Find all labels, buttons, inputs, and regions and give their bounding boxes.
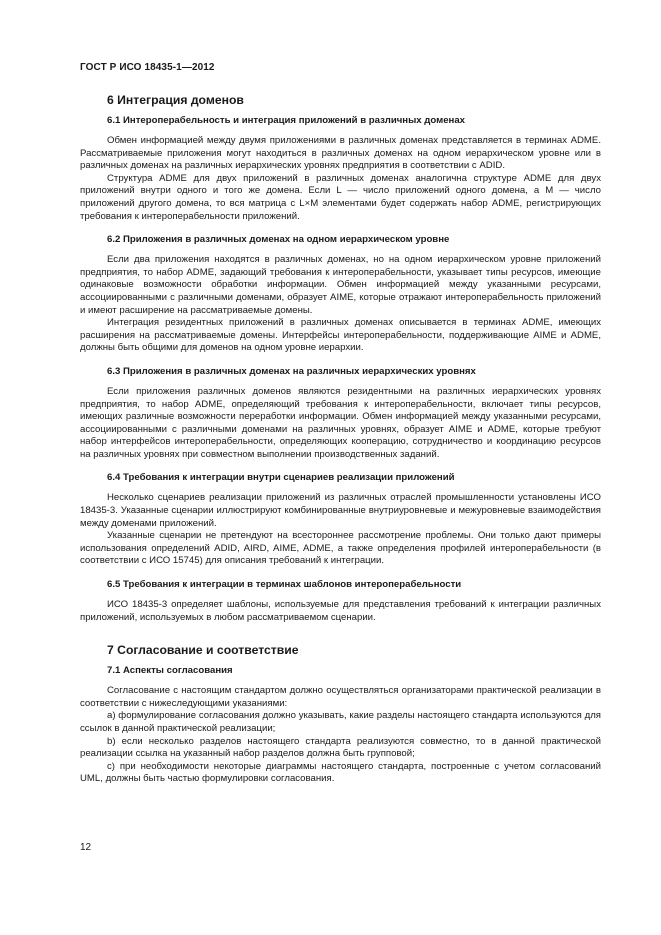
subsection-heading: 6.5 Требования к интеграции в терминах шаблонов интероперабельности	[107, 579, 462, 591]
section-heading: 6 Интеграция доменов	[107, 93, 244, 107]
paragraph: Указанные сценарии не претендуют на всестороннее рассмотрение проблемы. Они только дают примеры использования определений ADID, AIRD, AIME, ADME, а также определения профилей интероперабельности (в соответствии с ИСО 15745) для описания требований к интеграции.	[80, 530, 601, 567]
subsection-heading: 7.1 Аспекты согласования	[107, 665, 233, 677]
paragraph: Несколько сценариев реализации приложений из различных отраслей промышленности установлены ИСО 18435-3. Указанные сценарии иллюстрируют комбинированные внутриуровневые и межуровневые взаимодействия между доменами приложений.	[80, 492, 601, 529]
subsection-heading: 6.2 Приложения в различных доменах на одном иерархическом уровне	[107, 234, 450, 246]
subsection-heading: 6.1 Интероперабельность и интеграция приложений в различных доменах	[107, 115, 466, 126]
list-item: а) формулирование согласования должно указывать, какие разделы настоящего стандарта используются для ссылок в данной практической реализации;	[80, 710, 601, 734]
page-body	[80, 92, 601, 786]
subsection-heading: 6.3 Приложения в различных доменах на различных иерархических уровнях	[107, 365, 476, 377]
paragraph: Согласование с настоящим стандартом должно осуществляться организаторами практической реализации в соответствии с нижеследующими указаниями:	[80, 685, 601, 709]
paragraph: Если два приложения находятся в различных доменах, но на одном иерархическом уровне приложений предприятия, то набор ADME, задающий требования к интероперабельности, указывает типы ресурсов, имеющие одинаковые возможности обработки информации. Обмен информацией между указанными ресурсами, ассоциированными с различными доменами, образует AIME, которые отражают интероперабельность приложений и имеют расширение на рассматриваемые домены.	[80, 254, 601, 316]
paragraph: Обмен информацией между двумя приложениями в различных доменах представляется в терминах ADME. Рассматриваемые приложения могут находиться в различных доменах на одном иерархическом уровне или в различных доменах на различных иерархических уровнях предприятия в соответствии с ADID.	[80, 135, 601, 172]
subsection-heading: 6.4 Требования к интеграции внутри сценариев реализации приложений	[107, 472, 455, 484]
section-heading: 7 Согласование и соответствие	[107, 643, 299, 658]
paragraph: Если приложения различных доменов являются резидентными на различных иерархических уровнях предприятия, то набор ADME, определяющий требования к интероперабельности, включает типы ресурсов, имеющих различные возможности переработки информации. Обмен информацией между указанными ресурсами, ассоциированными с различными доменами на различных уровнях, образует AIME и ADME, которые требуют набор интерфейсов интероперабельности, определяющих кооперацию, сотрудничество и координацию ресурсов на различных уровнях при совместном выполнении производственных заданий.	[80, 385, 601, 460]
list-item: с) при необходимости некоторые диаграммы настоящего стандарта, построенные с учетом согласований UML, должны быть частью формулировки согласования.	[80, 760, 601, 785]
list-item: b) если несколько разделов настоящего стандарта реализуются совместно, то в данной практической реализации ссылка на указанный набор разделов должна быть групповой;	[80, 735, 601, 760]
paragraph: Структура ADME для двух приложений в различных доменах аналогична структуре ADME для двух приложений внутри одного и того же домена. Если L — число приложений одного домена, а M — число приложений другого домена, то вся матрица с L×M элементами будет содержать набор ADME, регистрирующих требования к интероперабельности приложений.	[80, 172, 601, 222]
page-number: 12	[80, 842, 92, 853]
paragraph: Интеграция резидентных приложений в различных доменах описывается в терминах ADME, имеющих расширения на рассматриваемые домены. Интерфейсы интероперабельности, поддерживающие AIME и ADME, должны быть общими для доменов на одном уровне иерархии.	[80, 317, 601, 354]
document-header: ГОСТ Р ИСО 18435-1—2012	[80, 62, 215, 73]
paragraph: ИСО 18435-3 определяет шаблоны, используемые для представления требований к интеграции различных приложений, используемых в любом рассматриваемом сценарии.	[80, 599, 601, 623]
